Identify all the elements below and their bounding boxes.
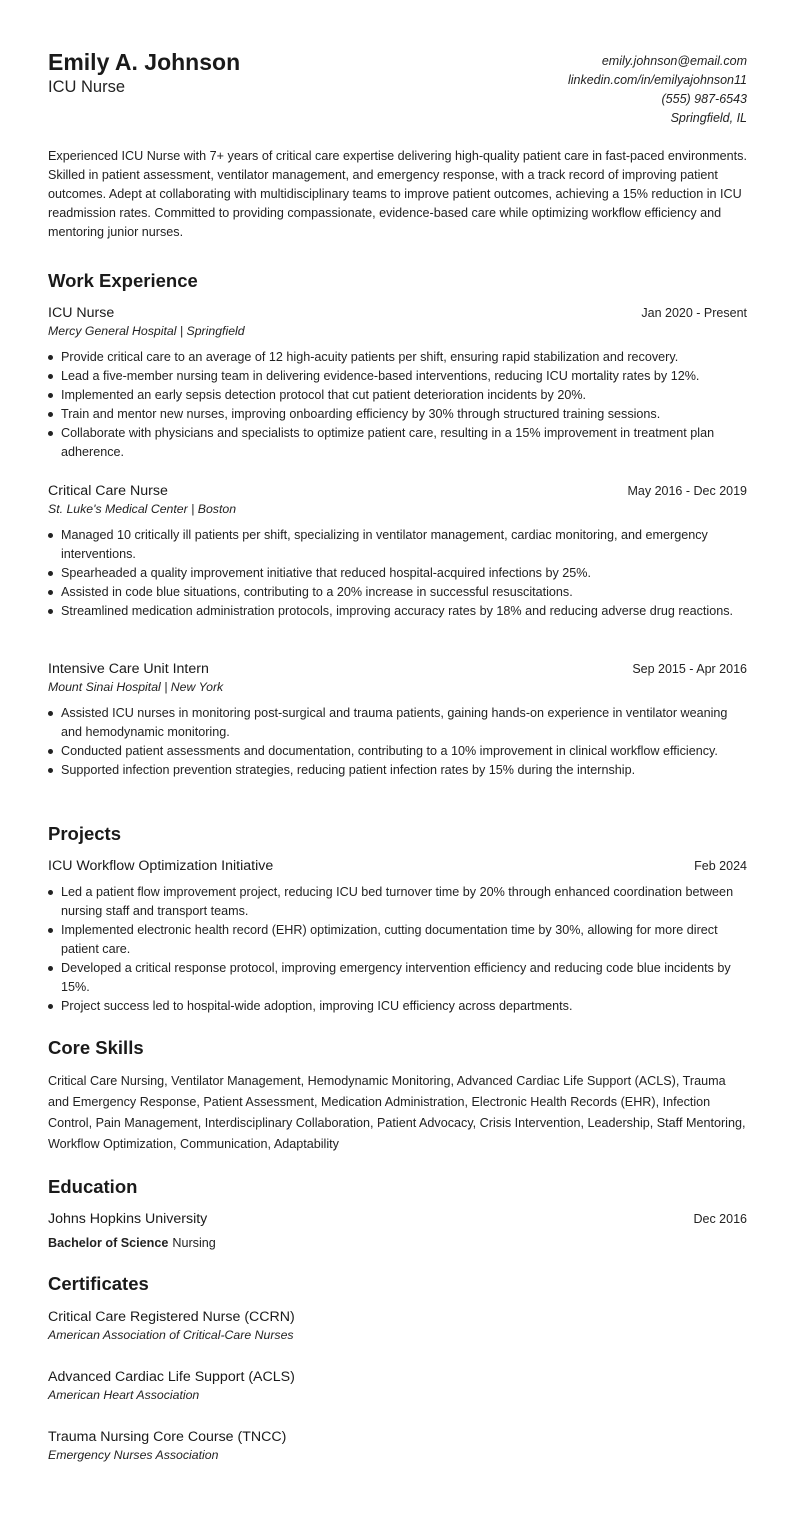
job-bullets [48, 704, 747, 780]
bullet-dot-icon [48, 412, 53, 417]
professional-summary: Experienced ICU Nurse with 7+ years of critical care expertise delivering high-quality patient care in fast-paced environments. Skilled in patient assessment, ventilator management, and emergency response, with a track record of improving patient outcomes. Adept at collaborating with multidisciplinary teams to improve patient outcomes, achieving a 15% reduction in ICU readmission rates. Committed to providing compassionate, evidence-based care while optimizing workflow efficiency and mentoring junior nurses. [48, 149, 747, 239]
bullet-item: Managed 10 critically ill patients per shift, specializing in ventilator management, cardiac monitoring, and emergency interventions. [61, 526, 747, 564]
bullet-dot-icon [48, 571, 53, 576]
bullet-dot-icon [48, 966, 53, 971]
project-bullets [48, 883, 747, 1016]
certificate-issuer: American Association of Critical-Care Nurses [48, 1328, 294, 1342]
bullet-item: Spearheaded a quality improvement initiative that reduced hospital-acquired infections by 25%. [61, 564, 747, 583]
bullet-item: Supported infection prevention strategies, reducing patient infection rates by 15% during the internship. [61, 761, 747, 780]
bullet-item: Streamlined medication administration protocols, improving accuracy rates by 18% and reducing adverse drug reactions. [61, 602, 747, 621]
education-section [48, 1176, 747, 1198]
certificate-name: Trauma Nursing Core Course (TNCC) [48, 1429, 287, 1445]
education-date: Dec 2016 [693, 1212, 747, 1226]
job-entry [48, 305, 747, 462]
resume-page [48, 0, 747, 1462]
certificate-name: Advanced Cardiac Life Support (ACLS) [48, 1369, 295, 1385]
skills-list: Critical Care Nursing, Ventilator Management, Hemodynamic Monitoring, Advanced Cardiac Life Support (ACLS), Trauma and Emergency Response, Patient Assessment, Medication Administration, Electronic Health Records (EHR), Infection Control, Pain Management, Interdisciplinary Collaboration, Patient Advocacy, Crisis Intervention, Leadership, Staff Mentoring, Workflow Optimization, Communication, Adaptability [48, 1074, 746, 1151]
certificate-entry [48, 1429, 747, 1462]
certificate-issuer: American Heart Association [48, 1388, 200, 1402]
job-entry [48, 483, 747, 621]
bullet-item: Provide critical care to an average of 12 high-acuity patients per shift, ensuring rapid stabilization and recovery. [61, 348, 747, 367]
projects-section [48, 823, 747, 845]
bullet-dot-icon [48, 711, 53, 716]
work-experience-section [48, 270, 747, 292]
candidate-name: Emily A. Johnson [48, 49, 241, 75]
job-bullets [48, 526, 747, 621]
degree-label: Bachelor of Science [48, 1236, 169, 1250]
resume-header [48, 0, 747, 140]
contact-block [568, 52, 747, 128]
bullet-dot-icon [48, 928, 53, 933]
bullet-dot-icon [48, 609, 53, 614]
job-org: Mercy General Hospital | Springfield [48, 324, 245, 338]
job-org: St. Luke's Medical Center | Boston [48, 502, 237, 516]
bullet-dot-icon [48, 533, 53, 538]
degree-line [48, 1234, 747, 1252]
job-entry [48, 661, 747, 780]
section-title-skills: Core Skills [48, 1037, 144, 1058]
bullet-dot-icon [48, 590, 53, 595]
project-title: ICU Workflow Optimization Initiative [48, 858, 274, 874]
bullet-item: Train and mentor new nurses, improving onboarding efficiency by 30% through structured training sessions. [61, 405, 747, 424]
bullet-item: Conducted patient assessments and documentation, contributing to a 10% improvement in clinical workflow efficiency. [61, 742, 747, 761]
section-title-certificates: Certificates [48, 1273, 149, 1294]
section-title-projects: Projects [48, 823, 122, 844]
bullet-dot-icon [48, 431, 53, 436]
bullet-item: Assisted in code blue situations, contributing to a 20% increase in successful resuscitations. [61, 583, 747, 602]
bullet-item: Implemented electronic health record (EHR) optimization, cutting documentation time by 30%, allowing for more direct patient care. [61, 921, 747, 959]
bullet-dot-icon [48, 768, 53, 773]
bullet-dot-icon [48, 393, 53, 398]
job-date: May 2016 - Dec 2019 [627, 484, 747, 498]
job-bullets [48, 348, 747, 462]
contact-linkedin[interactable]: linkedin.com/in/emilyajohnson11 [567, 73, 747, 87]
bullet-item: Assisted ICU nurses in monitoring post-surgical and trauma patients, gaining hands-on experience in ventilator weaning and hemodynamic monitoring. [61, 704, 747, 742]
section-title-education: Education [48, 1176, 138, 1197]
school-name: Johns Hopkins University [48, 1211, 208, 1227]
certificate-entry [48, 1369, 747, 1402]
job-title: ICU Nurse [48, 305, 115, 321]
bullet-dot-icon [48, 1004, 53, 1009]
bullet-item: Led a patient flow improvement project, reducing ICU bed turnover time by 20% through enhanced coordination between nursing staff and transport teams. [61, 883, 747, 921]
bullet-dot-icon [48, 890, 53, 895]
education-entry [48, 1211, 747, 1252]
bullet-item: Project success led to hospital-wide adoption, improving ICU efficiency across departments. [61, 997, 747, 1016]
section-title-work: Work Experience [48, 270, 198, 291]
project-date: Feb 2024 [694, 859, 747, 873]
bullet-item: Implemented an early sepsis detection protocol that cut patient deterioration incidents by 20%. [61, 386, 747, 405]
bullet-item: Collaborate with physicians and specialists to optimize patient care, resulting in a 15% improvement in treatment plan adherence. [61, 424, 747, 462]
degree-field: Nursing [172, 1236, 216, 1250]
job-org: Mount Sinai Hospital | New York [48, 680, 224, 694]
bullet-item: Lead a five-member nursing team in delivering evidence-based interventions, reducing ICU mortality rates by 12%. [61, 367, 747, 386]
job-date: Sep 2015 - Apr 2016 [632, 662, 747, 676]
project-entry [48, 858, 747, 1016]
candidate-role: ICU Nurse [48, 78, 126, 96]
contact-phone: (555) 987-6543 [661, 92, 747, 106]
certificate-name: Critical Care Registered Nurse (CCRN) [48, 1309, 295, 1325]
contact-email[interactable]: emily.johnson@email.com [601, 54, 747, 68]
certificates-section [48, 1273, 747, 1295]
certificate-issuer: Emergency Nurses Association [48, 1448, 219, 1462]
job-title: Critical Care Nurse [48, 483, 168, 499]
bullet-item: Developed a critical response protocol, improving emergency intervention efficiency and reducing code blue incidents by 15%. [61, 959, 747, 997]
certificate-entry [48, 1309, 747, 1342]
skills-section [48, 1037, 747, 1059]
bullet-dot-icon [48, 355, 53, 360]
job-date: Jan 2020 - Present [641, 306, 747, 320]
contact-location: Springfield, IL [670, 111, 747, 125]
bullet-dot-icon [48, 749, 53, 754]
bullet-dot-icon [48, 374, 53, 379]
job-title: Intensive Care Unit Intern [48, 661, 209, 677]
